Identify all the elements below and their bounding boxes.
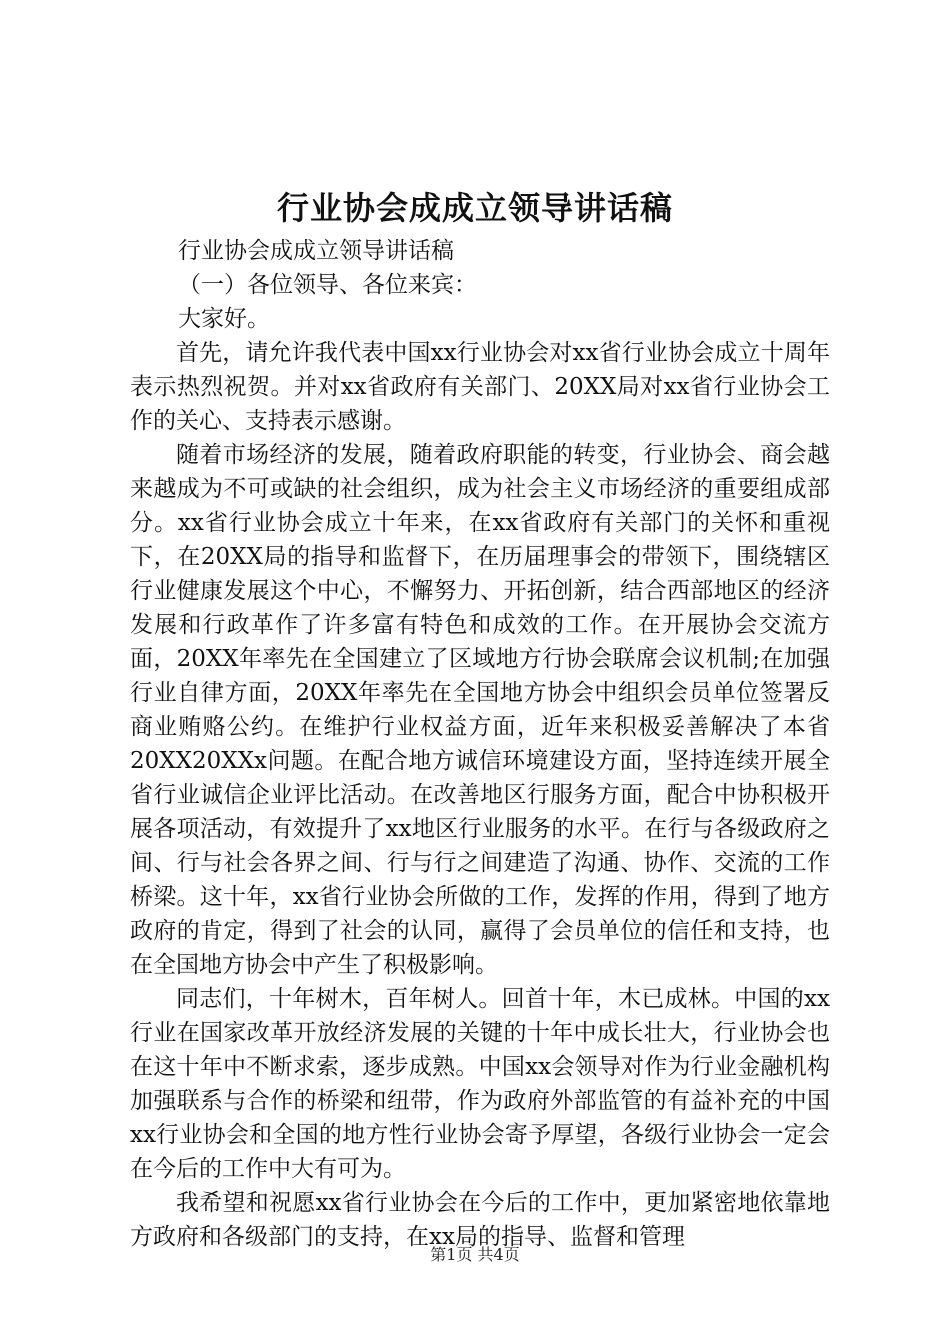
- greeting: 大家好。: [178, 306, 270, 332]
- document-title: 行业协会成成立领导讲话稿: [276, 189, 673, 227]
- paragraph-opening: 首先，请允许我代表中国xx行业协会对xx省行业协会成立十周年表示热烈祝贺。并对xx省政府有关部门、20XX局对xx省行业协会工作的关心、支持表示感谢。: [130, 340, 830, 434]
- paragraph-reflection: 同志们，十年树木，百年树人。回首十年，木已成林。中国的xx行业在国家改革开放经济发展的关键的十年中成长壮大，行业协会也在这十年中不断求索，逐步成熟。中国xx会领导对作为行业金融机构加强联系与合作的桥梁和纽带，作为政府外部监管的有益补充的中国xx行业协会和全国的地方性行业协会寄予厚望，各级行业协会一定会在今后的工作中大有可为。: [130, 986, 830, 1182]
- page-footer: 第1页 共4页: [430, 1245, 520, 1264]
- document-body: [130, 234, 830, 1254]
- salutation: （一）各位领导、各位来宾：: [178, 272, 477, 298]
- paragraph-achievements: 随着市场经济的发展，随着政府职能的转变，行业协会、商会越来越成为不可或缺的社会组织，成为社会主义市场经济的重要组成部分。xx省行业协会成立十年来，在xx省政府有关部门的关怀和重视下，在20XX局的指导和监督下，在历届理事会的带领下，围绕辖区行业健康发展这个中心，不懈努力、开拓创新，结合西部地区的经济发展和行政革作了许多富有特色和成效的工作。在开展协会交流方面，20XX年率先在全国建立了区域地方行协会联席会议机制;在加强行业自律方面，20XX年率先在全国地方协会中组织会员单位签署反商业贿赂公约。在维护行业权益方面，近年来积极妥善解决了本省20XX20XXx问题。在配合地方诚信环境建设方面，坚持连续开展全省行业诚信企业评比活动。在改善地区行服务方面，配合中协积极开展各项活动，有效提升了xx地区行业服务的水平。在行与各级政府之间、行与社会各界之间、行与行之间建造了沟通、协作、交流的工作桥梁。这十年，xx省行业协会所做的工作，发挥的作用，得到了地方政府的肯定，得到了社会的认同，赢得了会员单位的信任和支持，也在全国地方协会中产生了积极影响。: [130, 442, 830, 978]
- document-subtitle: 行业协会成成立领导讲话稿: [178, 238, 454, 264]
- paragraph-wishes: 我希望和祝愿xx省行业协会在今后的工作中，更加紧密地依靠地方政府和各级部门的支持，在xx局的指导、监督和管理: [130, 1190, 830, 1250]
